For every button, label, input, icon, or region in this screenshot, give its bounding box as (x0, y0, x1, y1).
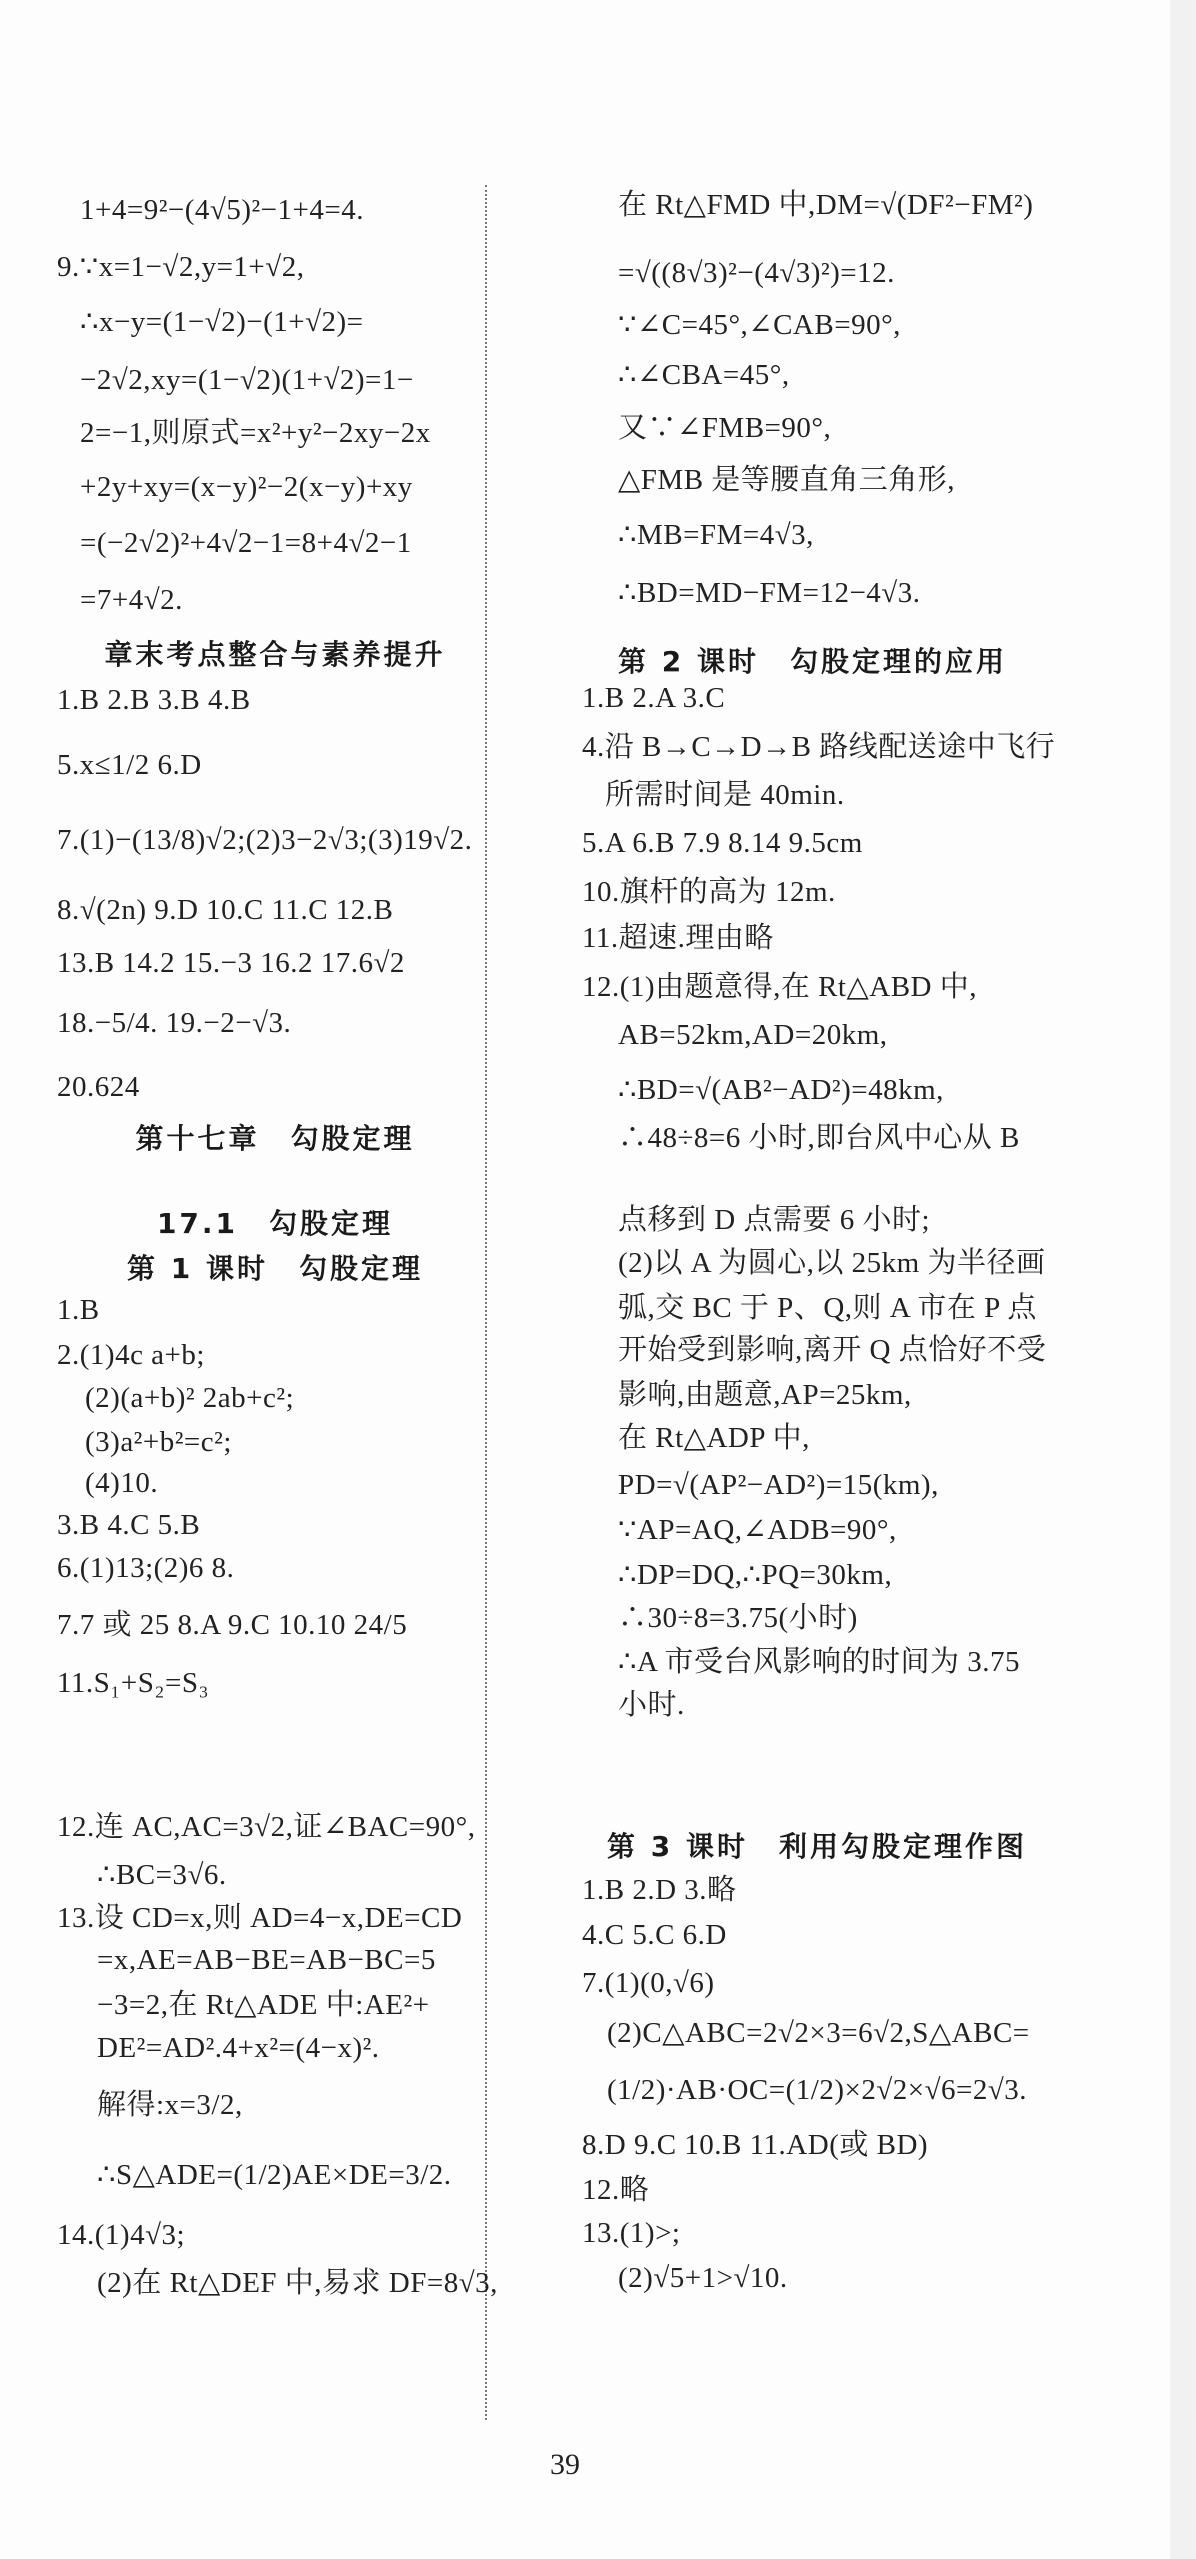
answer-line: −3=2,在 Rt△ADE 中:AE²+ (97, 1989, 430, 2021)
answer-line: 1+4=9²−(4√5)²−1+4=4. (80, 194, 364, 226)
answer-line: 5.A 6.B 7.9 8.14 9.5cm (582, 827, 863, 859)
answer-line: =7+4√2. (80, 584, 183, 616)
answer-line: 12.(1)由题意得,在 Rt△ABD 中, (582, 971, 977, 1003)
answer-line: 7.7 或 25 8.A 9.C 10.10 24/5 (57, 1609, 408, 1641)
answer-line: 所需时间是 40min. (605, 779, 845, 811)
answer-line: 12.略 (582, 2174, 650, 2206)
answer-line: =(−2√2)²+4√2−1=8+4√2−1 (80, 527, 412, 559)
answer-line: ∴30÷8=3.75(小时) (618, 1602, 858, 1634)
answer-line: ∴∠CBA=45°, (618, 359, 790, 391)
answer-line: ∴MB=FM=4√3, (618, 519, 814, 551)
answer-line: ∴S△ADE=(1/2)AE×DE=3/2. (97, 2159, 452, 2191)
answer-line: 点移到 D 点需要 6 小时; (618, 1204, 931, 1236)
answer-line: 11.超速.理由略 (582, 922, 774, 954)
answer-line: 12.连 AC,AC=3√2,证∠BAC=90°, (57, 1811, 476, 1843)
answer-line: (4)10. (85, 1467, 159, 1499)
column-divider (485, 185, 487, 2420)
answer-line: 1.B 2.B 3.B 4.B (57, 684, 251, 716)
page-number: 39 (550, 2448, 580, 2481)
answer-line: 9.∵x=1−√2,y=1+√2, (57, 251, 305, 283)
answer-line: 影响,由题意,AP=25km, (618, 1379, 912, 1411)
answer-line: 3.B 4.C 5.B (57, 1509, 201, 1541)
answer-line: 4.沿 B→C→D→B 路线配送途中飞行 (582, 731, 1056, 763)
answer-line: 在 Rt△FMD 中,DM=√(DF²−FM²) (618, 189, 1034, 221)
section-heading: 17.1 勾股定理 (156, 1207, 394, 1240)
answer-line: (2)C△ABC=2√2×3=6√2,S△ABC= (607, 2017, 1030, 2049)
section-heading: 第 1 课时 勾股定理 (127, 1252, 423, 1285)
answer-line: ∵AP=AQ,∠ADB=90°, (618, 1514, 897, 1546)
answer-line: 解得:x=3/2, (97, 2089, 243, 2121)
answer-line: 18.−5/4. 19.−2−√3. (57, 1007, 292, 1039)
answer-line: (1/2)·AB·OC=(1/2)×2√2×√6=2√3. (607, 2074, 1028, 2106)
answer-line: (2)在 Rt△DEF 中,易求 DF=8√3, (97, 2267, 498, 2299)
answer-line: (2)(a+b)² 2ab+c²; (85, 1382, 295, 1414)
answer-line: 4.C 5.C 6.D (582, 1919, 727, 1951)
answer-line: ∴48÷8=6 小时,即台风中心从 B (618, 1122, 1020, 1154)
answer-line: (2)以 A 为圆心,以 25km 为半径画 (618, 1247, 1046, 1279)
answer-line: DE²=AD².4+x²=(4−x)². (97, 2032, 380, 2064)
page-edge (1170, 0, 1196, 2559)
answer-line: 开始受到影响,离开 Q 点恰好不受 (618, 1334, 1047, 1366)
answer-line: AB=52km,AD=20km, (618, 1019, 888, 1051)
answer-line: ∴BD=MD−FM=12−4√3. (618, 577, 921, 609)
answer-line: 5.x≤1/2 6.D (57, 749, 202, 781)
answer-line: 1.B (57, 1294, 100, 1326)
answer-line: 10.旗杆的高为 12m. (582, 876, 836, 908)
section-heading: 章末考点整合与素养提升 (104, 638, 446, 671)
answer-line: 20.624 (57, 1071, 140, 1103)
answer-line: 7.(1)−(13/8)√2;(2)3−2√3;(3)19√2. (57, 824, 473, 856)
answer-line: (2)√5+1>√10. (618, 2262, 788, 2294)
section-heading: 第十七章 勾股定理 (135, 1122, 415, 1155)
answer-line: =x,AE=AB−BE=AB−BC=5 (97, 1944, 436, 1976)
answer-line: 弧,交 BC 于 P、Q,则 A 市在 P 点 (618, 1292, 1037, 1324)
answer-line: 8.√(2n) 9.D 10.C 11.C 12.B (57, 894, 394, 926)
section-heading: 第 2 课时 勾股定理的应用 (618, 645, 1007, 678)
answer-line: (3)a²+b²=c²; (85, 1426, 232, 1458)
answer-line: ∴BD=√(AB²−AD²)=48km, (618, 1074, 944, 1106)
answer-line: 13.(1)>; (582, 2217, 681, 2249)
answer-line: −2√2,xy=(1−√2)(1+√2)=1− (80, 364, 414, 396)
answer-line: ∴x−y=(1−√2)−(1+√2)= (80, 306, 364, 338)
answer-line: 14.(1)4√3; (57, 2219, 186, 2251)
section-heading: 第 3 课时 利用勾股定理作图 (607, 1830, 1027, 1863)
answer-line: 8.D 9.C 10.B 11.AD(或 BD) (582, 2129, 929, 2161)
answer-line: ∴A 市受台风影响的时间为 3.75 (618, 1646, 1021, 1678)
answer-line: 2=−1,则原式=x²+y²−2xy−2x (80, 417, 431, 449)
answer-line: ∴BC=3√6. (97, 1859, 227, 1891)
answer-line: 6.(1)13;(2)6 8. (57, 1552, 235, 1584)
answer-line: ∵∠C=45°,∠CAB=90°, (618, 309, 901, 341)
answer-line: +2y+xy=(x−y)²−2(x−y)+xy (80, 471, 413, 503)
answer-line: PD=√(AP²−AD²)=15(km), (618, 1469, 939, 1501)
answer-line: 1.B 2.D 3.略 (582, 1874, 737, 1906)
answer-line: 1.B 2.A 3.C (582, 682, 726, 714)
answer-line: 13.B 14.2 15.−3 16.2 17.6√2 (57, 947, 405, 979)
answer-line: 在 Rt△ADP 中, (618, 1422, 810, 1454)
answer-line: 7.(1)(0,√6) (582, 1967, 715, 1999)
answer-line: 13.设 CD=x,则 AD=4−x,DE=CD (57, 1902, 463, 1934)
answer-line: ∴DP=DQ,∴PQ=30km, (618, 1559, 893, 1591)
answer-line: =√((8√3)²−(4√3)²)=12. (618, 257, 895, 289)
answer-line: 11.S₁+S₂=S₃ (57, 1667, 210, 1699)
answer-line: △FMB 是等腰直角三角形, (618, 464, 956, 496)
answer-line: 又∵∠FMB=90°, (618, 412, 832, 444)
answer-line: 2.(1)4c a+b; (57, 1339, 205, 1371)
answer-line: 小时. (618, 1689, 685, 1721)
